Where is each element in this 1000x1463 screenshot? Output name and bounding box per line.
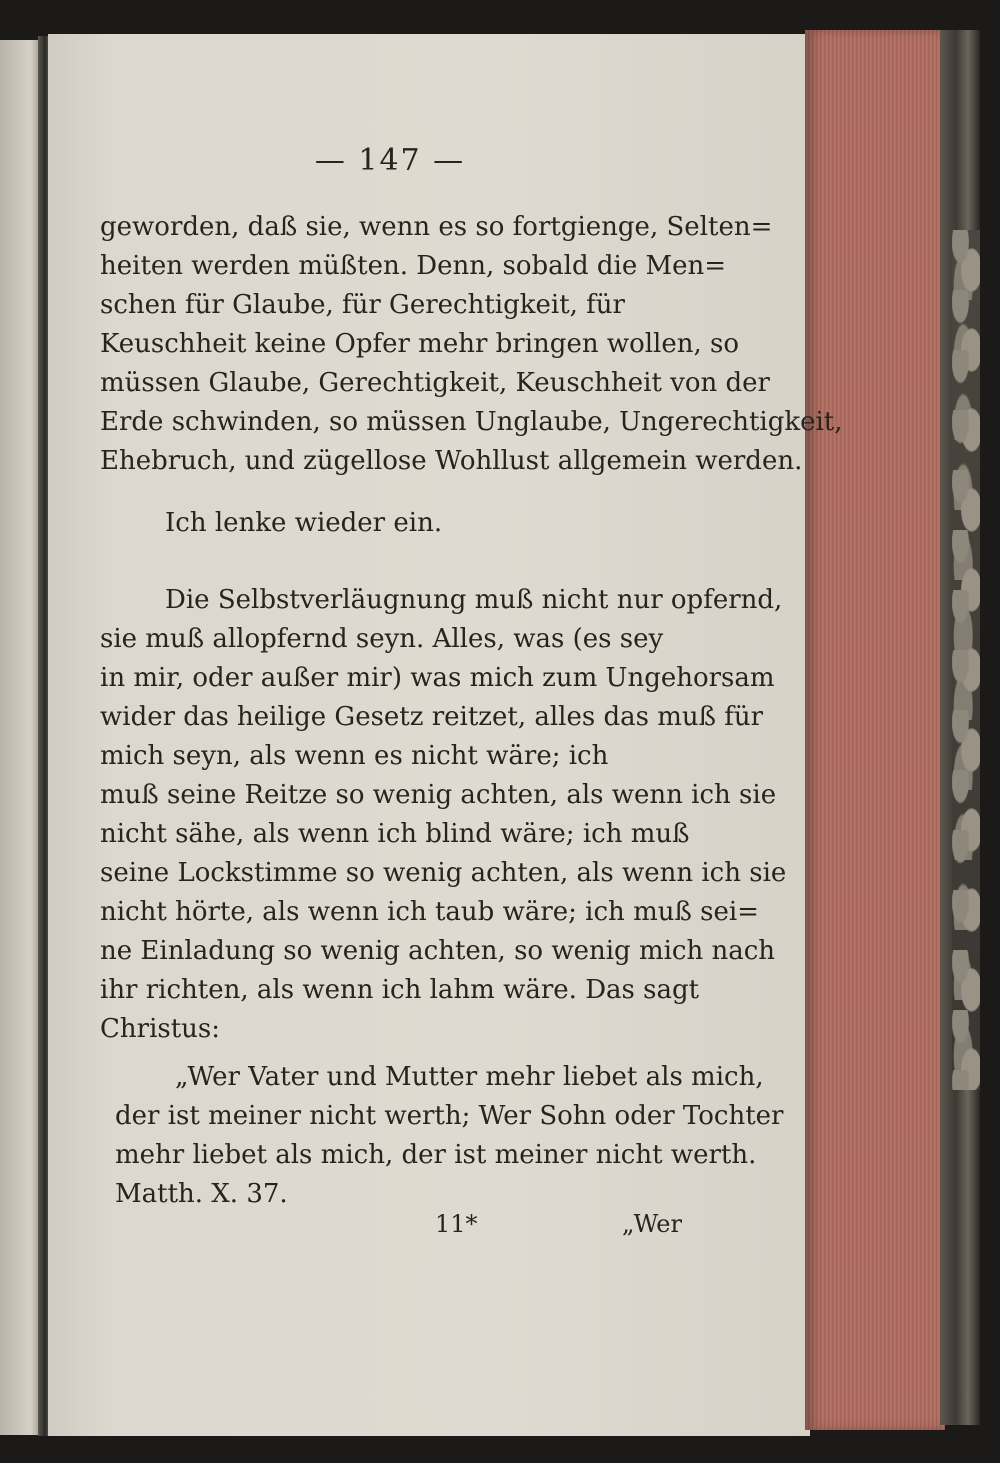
text-line: Christus: [100,1014,221,1044]
text-line: schen für Glaube, für Gerechtigkeit, für [100,290,625,320]
quote-line: der ist meiner nicht werth; Wer Sohn oder Tochter [115,1101,784,1131]
text-line: mich seyn, als wenn es nicht wäre; ich [100,741,609,771]
quote-line: mehr liebet als mich, der ist meiner nicht werth. [115,1140,757,1170]
text-line: Ehebruch, und zügellose Wohllust allgemein werden. [100,446,803,476]
quote-reference: Matth. X. 37. [115,1179,288,1209]
text-line: wider das heilige Gesetz reitzet, alles das muß für [100,702,764,732]
text-line: nicht sähe, als wenn ich blind wäre; ich muß [100,819,690,849]
text-line: Erde schwinden, so müssen Unglaube, Ungerechtigkeit, [100,407,843,437]
text-line: ihr richten, als wenn ich lahm wäre. Das sagt [100,975,700,1005]
text-line: geworden, daß sie, wenn es so fortgienge, Selten= [100,212,773,242]
text-line: muß seine Reitze so wenig achten, als wenn ich sie [100,780,777,810]
catchword: „Wer [622,1210,682,1238]
text-line: Ich lenke wieder ein. [165,508,443,538]
text-line: Keuschheit keine Opfer mehr bringen wollen, so [100,329,740,359]
text-line: in mir, oder außer mir) was mich zum Ungehorsam [100,663,775,693]
text-line: heiten werden müßten. Denn, sobald die Men= [100,251,727,281]
text-line: Die Selbstverläugnung muß nicht nur opfernd, [165,585,783,615]
text-line: ne Einladung so wenig achten, so wenig mich nach [100,936,776,966]
page-number: — 147 — [314,143,466,178]
text-line: müssen Glaube, Gerechtigkeit, Keuschheit von der [100,368,770,398]
signature-mark: 11* [435,1210,478,1238]
text-line: nicht hörte, als wenn ich taub wäre; ich muß sei= [100,897,759,927]
quote-line: „Wer Vater und Mutter mehr liebet als mich, [175,1062,764,1092]
text-line: sie muß allopfernd seyn. Alles, was (es sey [100,624,664,654]
text-line: seine Lockstimme so wenig achten, als wenn ich sie [100,858,787,888]
